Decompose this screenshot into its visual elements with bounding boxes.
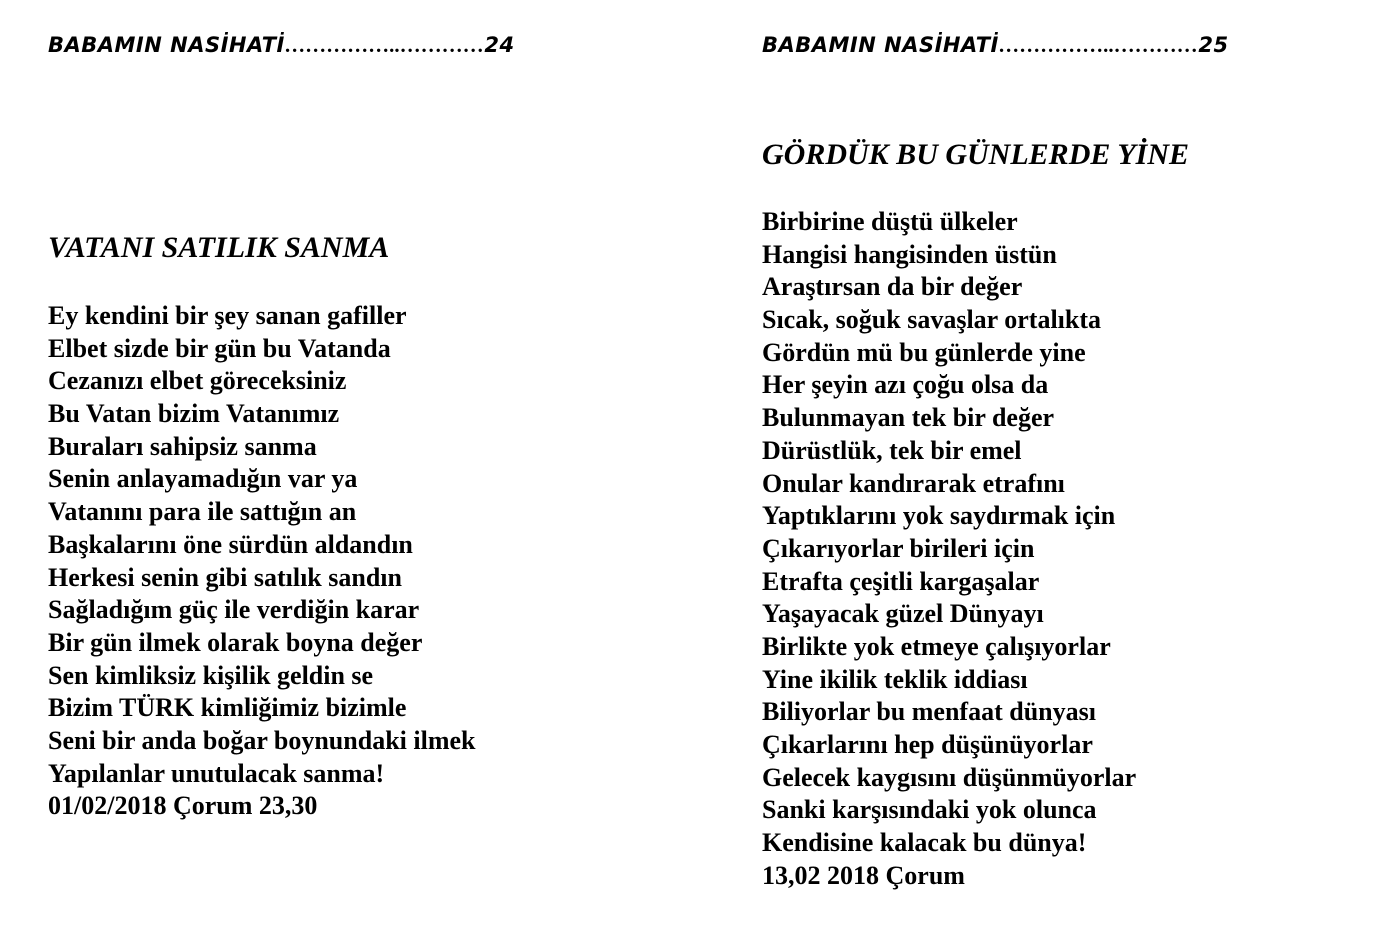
poem-line: Kendisine kalacak bu dünya! <box>762 828 1087 858</box>
poem-line: Vatanını para ile sattığın an <box>48 497 357 527</box>
poem-line: Sen kimliksiz kişilik geldin se <box>48 660 374 690</box>
leader-dots: ……………..………… <box>998 33 1199 57</box>
poem-line: Araştırsan da bir değer <box>762 272 1023 302</box>
poem-line: Birbirine düştü ülkeler <box>762 207 1018 236</box>
leader-dots: ……………..………… <box>284 33 485 57</box>
running-header <box>762 33 1229 58</box>
poem-line: Bir gün ilmek olarak boyna değer <box>48 627 423 657</box>
poem-line: Sağladığım güç ile verdiğin karar <box>48 595 420 625</box>
poem-date: 01/02/2018 Çorum 23,30 <box>48 791 318 821</box>
poem-line: Çıkarlarını hep düşünüyorlar <box>762 730 1093 759</box>
poem-line: Herkesi senin gibi satılık sandın <box>48 562 402 592</box>
poem-title: VATANI SATILIK SANMA <box>48 231 390 264</box>
poem-line: Buraları sahipsiz sanma <box>48 431 317 461</box>
poem-line: Gördün mü bu günlerde yine <box>762 337 1086 367</box>
poem-line: Yaptıklarını yok saydırmak için <box>762 501 1116 531</box>
book-title: BABAMIN NASİHATİ <box>762 33 999 57</box>
poem-line: Başkalarını öne sürdün aldandın <box>48 529 413 559</box>
poem-line: Cezanızı elbet göreceksiniz <box>48 366 347 396</box>
poem-line: Sıcak, soğuk savaşlar ortalıkta <box>762 305 1102 335</box>
left-page <box>48 0 688 940</box>
poem-line: Sanki karşısındaki yok olunca <box>762 795 1097 825</box>
poem-body <box>48 300 475 823</box>
page-number: 24 <box>484 33 515 57</box>
poem-line: Onular kandırarak etrafını <box>762 468 1065 498</box>
poem-line: Yine ikilik teklik iddiası <box>762 664 1028 694</box>
poem-line: Bulunmayan tek bir değer <box>762 403 1055 433</box>
poem-line: Hangisi hangisinden üstün <box>762 239 1057 269</box>
poem-line: Her şeyin azı çoğu olsa da <box>762 370 1049 400</box>
running-header <box>48 33 515 58</box>
poem-title: GÖRDÜK BU GÜNLERDE YİNE <box>762 138 1190 171</box>
poem-line: Gelecek kaygısını düşünmüyorlar <box>762 762 1137 792</box>
poem-body <box>762 206 1136 892</box>
poem-line: Ey kendini bir şey sanan gafiller <box>48 301 407 330</box>
poem-line: Elbet sizde bir gün bu Vatanda <box>48 333 391 363</box>
poem-line: Birlikte yok etmeye çalışıyorlar <box>762 631 1111 661</box>
poem-line: Yaşayacak güzel Dünyayı <box>762 599 1044 629</box>
poem-line: Biliyorlar bu menfaat dünyası <box>762 697 1096 727</box>
poem-line: Yapılanlar unutulacak sanma! <box>48 758 385 788</box>
poem-line: Dürüstlük, tek bir emel <box>762 435 1022 465</box>
page-number: 25 <box>1198 33 1229 57</box>
right-page <box>762 0 1362 940</box>
poem-date: 13,02 2018 Çorum <box>762 860 965 890</box>
poem-line: Etrafta çeşitli kargaşalar <box>762 566 1040 596</box>
book-title: BABAMIN NASİHATİ <box>48 33 285 57</box>
poem-line: Bizim TÜRK kimliğimiz bizimle <box>48 693 407 723</box>
poem-line: Bu Vatan bizim Vatanımız <box>48 399 340 429</box>
poem-line: Seni bir anda boğar boynundaki ilmek <box>48 725 476 755</box>
poem-line: Senin anlayamadığın var ya <box>48 464 358 494</box>
poem-line: Çıkarıyorlar birileri için <box>762 533 1035 563</box>
